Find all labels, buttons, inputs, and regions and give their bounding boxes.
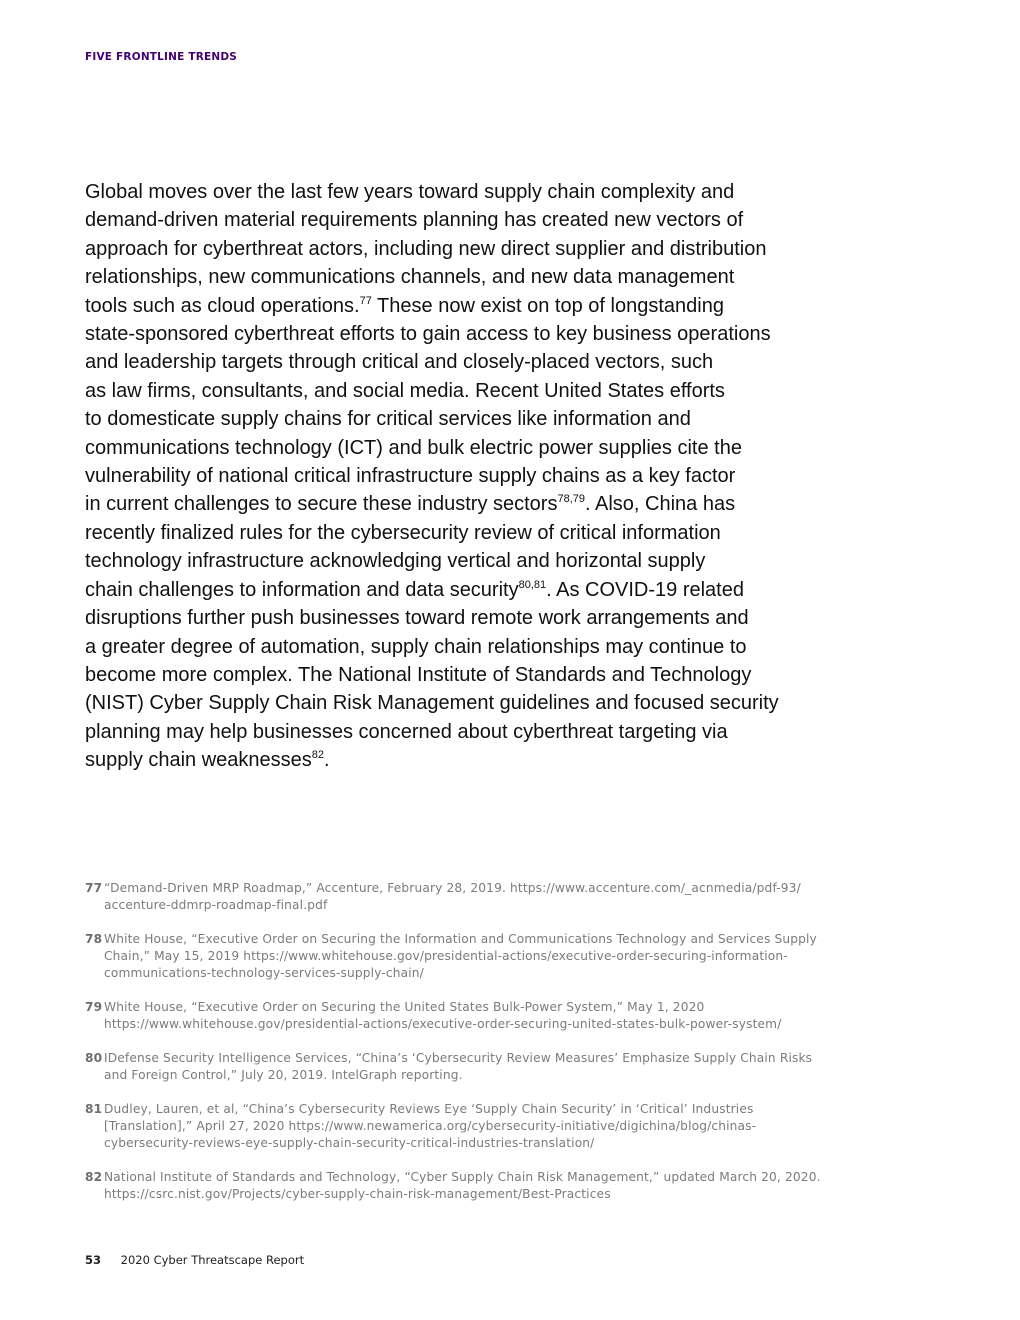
body-line: in current challenges to secure these industry sectors$^{78,79}$. Also, China has [85,493,736,516]
body-line: supply chain weaknesses$^{82}$. [85,749,330,772]
body-line: relationships, new communications channels, and new data management [85,266,735,289]
footnote-number: 80 [85,1051,103,1065]
footnote-text: Dudley, Lauren, et al, “China’s Cybersecurity Reviews Eye ‘Supply Chain Security’ in ‘Critical’ Industries [104,1102,754,1116]
page-number: 53 [85,1253,102,1267]
footnote-text: IDefense Security Intelligence Services, “China’s ‘Cybersecurity Review Measures’ Emphasize Supply Chain Risks [104,1051,813,1065]
body-line: become more complex. The National Institute of Standards and Technology [85,663,752,686]
footnote-ref-78-79: 78,79 [557,493,585,506]
footnote-number: 78 [85,932,103,946]
footnotes [85,880,865,1220]
footnote-78 [85,931,865,982]
report-title: 2020 Cyber Threatscape Report [120,1253,305,1267]
section-label: FIVE FRONTLINE TRENDS [85,51,238,63]
page-footer [85,1253,304,1267]
footnote-link[interactable]: https://www.whitehouse.gov/presidential-actions/executive-order-securing-united-states-bulk-power-system/ [104,1017,782,1031]
footnote-text: White House, “Executive Order on Securing the Information and Communications Technology and Services Supply [104,932,817,946]
body-line: demand-driven material requirements planning has created new vectors of [85,209,744,232]
footnote-text: White House, “Executive Order on Securing the United States Bulk-Power System,” May 1, 2020 [104,1000,705,1014]
footnote-77 [85,880,865,914]
body-line: vulnerability of national critical infrastructure supply chains as a key factor [85,465,736,488]
footnote-link[interactable]: accenture-ddmrp-roadmap-final.pdf [104,898,328,912]
body-line: state-sponsored cyberthreat efforts to gain access to key business operations [85,323,771,346]
footnote-ref-82: 82 [311,749,325,762]
footnote-number: 79 [85,1000,103,1014]
body-line: as law firms, consultants, and social media. Recent United States efforts [85,379,725,402]
footnote-82 [85,1169,865,1203]
footnote-text: and Foreign Control,” July 20, 2019. IntelGraph reporting. [104,1068,463,1082]
body-line: technology infrastructure acknowledging vertical and horizontal supply [85,550,706,573]
body-line: chain challenges to information and data security$^{80,81}$. As COVID-19 related [85,578,744,601]
footnote-link[interactable]: Chain,” May 15, 2019 https://www.whitehouse.gov/presidential-actions/executive-order-securing-information- [104,949,788,963]
footnote-link[interactable]: communications-technology-services-supply-chain/ [104,966,424,980]
body-line: communications technology (ICT) and bulk electric power supplies cite the [85,436,742,459]
footnote-link[interactable]: https://csrc.nist.gov/Projects/cyber-supply-chain-risk-management/Best-Practices [104,1187,611,1201]
body-line: and leadership targets through critical and closely-placed vectors, such [85,351,714,374]
footnote-link[interactable]: cybersecurity-reviews-eye-supply-chain-security-critical-industries-translation/ [104,1136,595,1150]
body-line: approach for cyberthreat actors, including new direct supplier and distribution [85,237,767,260]
body-line: (NIST) Cyber Supply Chain Risk Management guidelines and focused security [85,692,779,715]
footnote-81 [85,1101,865,1152]
footnote-80 [85,1050,865,1084]
footnote-number: 77 [85,881,103,895]
body-line: planning may help businesses concerned about cyberthreat targeting via [85,720,728,743]
footnote-text: “Demand-Driven MRP Roadmap,” Accenture, February 28, 2019. https://www.accenture.com/_acnmedia/pdf-93/ [104,881,801,895]
footnote-ref-80-81: 80,81 [518,578,547,591]
body-line: recently finalized rules for the cybersecurity review of critical information [85,521,721,544]
body-line: Global moves over the last few years toward supply chain complexity and [85,181,735,203]
body-line: disruptions further push businesses toward remote work arrangements and [85,607,749,630]
footnote-79 [85,999,865,1033]
footnote-ref-77: 77 [359,294,372,307]
body-line: a greater degree of automation, supply chain relationships may continue to [85,635,747,658]
footnote-link[interactable]: [Translation],” April 27, 2020 https://www.newamerica.org/cybersecurity-initiative/digichina/blog/chinas- [104,1119,757,1133]
body-line: to domesticate supply chains for critical services like information and [85,408,691,431]
footnote-number: 82 [85,1170,103,1184]
body-line: tools such as cloud operations.$^{77}$ These now exist on top of longstanding [85,294,724,317]
footnote-text: National Institute of Standards and Technology, “Cyber Supply Chain Risk Management,” updated March 20, 2020. [104,1170,821,1184]
body-paragraph [85,178,830,775]
footnote-number: 81 [85,1102,103,1116]
